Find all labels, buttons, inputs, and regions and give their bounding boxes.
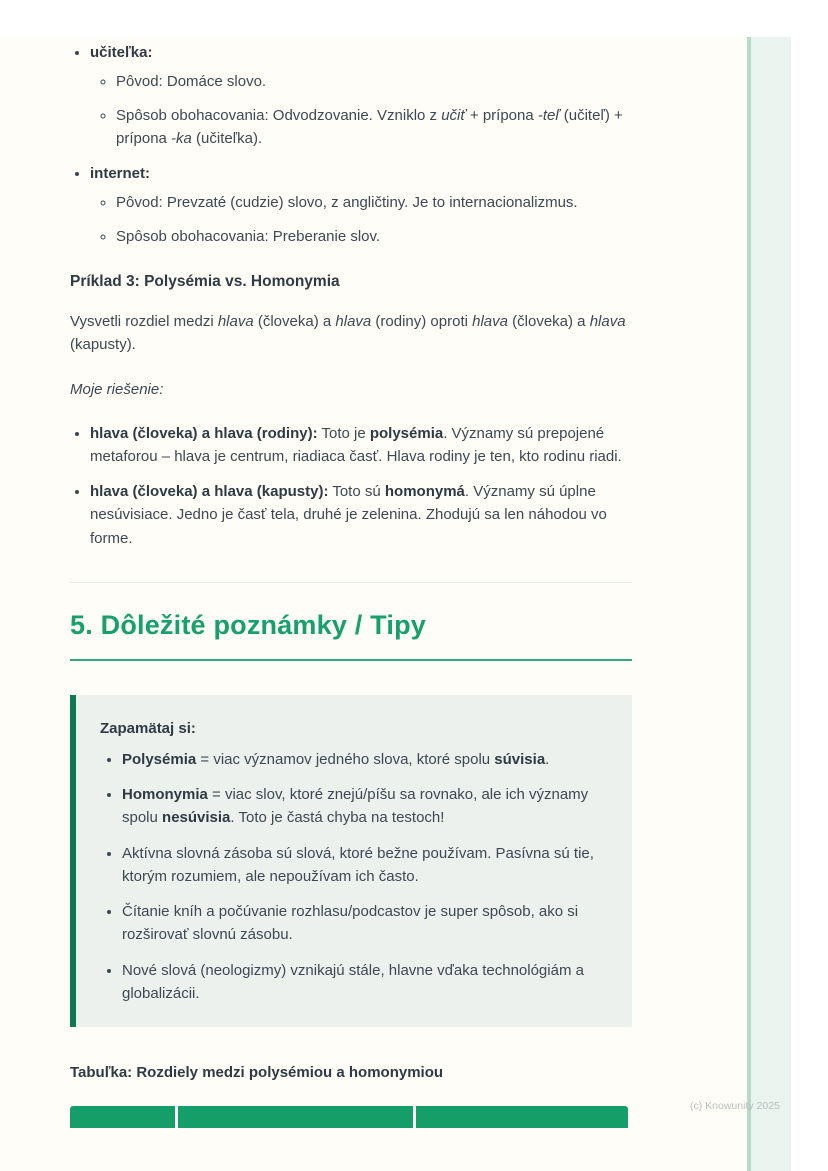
solution-item-homonyma: • hlava (človeka) a hlava (kapusty): Toto sú homonymá. Významy sú úplne nesúvisiace. Jedno je časť tela, druhé je zelenina. Zhodujú sa len náhodou vo forme. (90, 480, 632, 550)
list-term: učiteľka: (90, 44, 153, 61)
sublist-item: ◦ Pôvod: Prevzaté (cudzie) slovo, z angličtiny. Je to internacionalizmus. (116, 191, 632, 214)
copyright-watermark: (c) Knowunity 2025 (690, 1100, 780, 1112)
section5-title: 5. Dôležité poznámky / Tipy (70, 605, 632, 661)
callout-title: Zapamätaj si: (100, 719, 196, 737)
list-item-internet (90, 162, 632, 248)
callout-item: • Čítanie kníh a počúvanie rozhlasu/podcastov je super spôsob, ako si rozširovať slovnú zásobu. (122, 900, 606, 947)
callout-item: • Polysémia = viac významov jedného slova, ktoré spolu súvisia. (122, 748, 606, 771)
list-term: internet: (90, 165, 150, 182)
sublist-item: ◦ Spôsob obohacovania: Preberanie slov. (116, 225, 632, 248)
table-caption: Tabuľka: Rozdiely medzi polysémiou a homonymiou (70, 1064, 444, 1082)
section-divider (70, 582, 632, 583)
remember-callout-box (70, 695, 632, 1028)
table-header-cell (70, 1106, 175, 1128)
solution-label: Moje riešenie: (70, 381, 164, 399)
sublist-item: ◦ Pôvod: Domáce slovo. (116, 70, 632, 93)
callout-item: • Aktívna slovná zásoba sú slová, ktoré bežne používam. Pasívna sú tie, ktorým rozumiem, ale nepoužívam ich často. (122, 842, 606, 889)
callout-item: • Homonymia = viac slov, ktoré znejú/píšu sa rovnako, ale ich významy spolu nesúvisia. Toto je častá chyba na testoch! (122, 783, 606, 830)
callout-item: • Nové slová (neologizmy) vznikajú stále, hlavne vďaka technológiám a globalizácii. (122, 959, 606, 1006)
page-side-accent-strip (747, 37, 791, 1171)
list-item-ucitelka (90, 41, 632, 150)
example3-heading: Príklad 3: Polysémia vs. Homonymia (70, 272, 340, 290)
solution-list (70, 422, 632, 550)
example3-task-paragraph: Vysvetli rozdiel medzi hlava (človeka) a hlava (rodiny) oproti hlava (človeka) a hlava (kapusty). (70, 312, 626, 354)
document-content (70, 37, 632, 1128)
sublist-internet (90, 191, 632, 248)
vocabulary-examples-list (70, 41, 632, 248)
sublist-item: ◦ Spôsob obohacovania: Odvodzovanie. Vzniklo z učiť + prípona -teľ (učiteľ) + prípona -ka (učiteľka). (116, 104, 632, 151)
callout-list (100, 748, 606, 1005)
sublist-ucitelka (90, 70, 632, 150)
table-header-cell (416, 1106, 628, 1128)
solution-item-polysemia: • hlava (človeka) a hlava (rodiny): Toto je polysémia. Významy sú prepojené metaforou – hlava je centrum, riadiaca časť. Hlava rodiny je ten, kto rodinu riadi. (90, 422, 632, 469)
table-header-cell (178, 1106, 413, 1128)
comparison-table-header-row (70, 1106, 628, 1128)
